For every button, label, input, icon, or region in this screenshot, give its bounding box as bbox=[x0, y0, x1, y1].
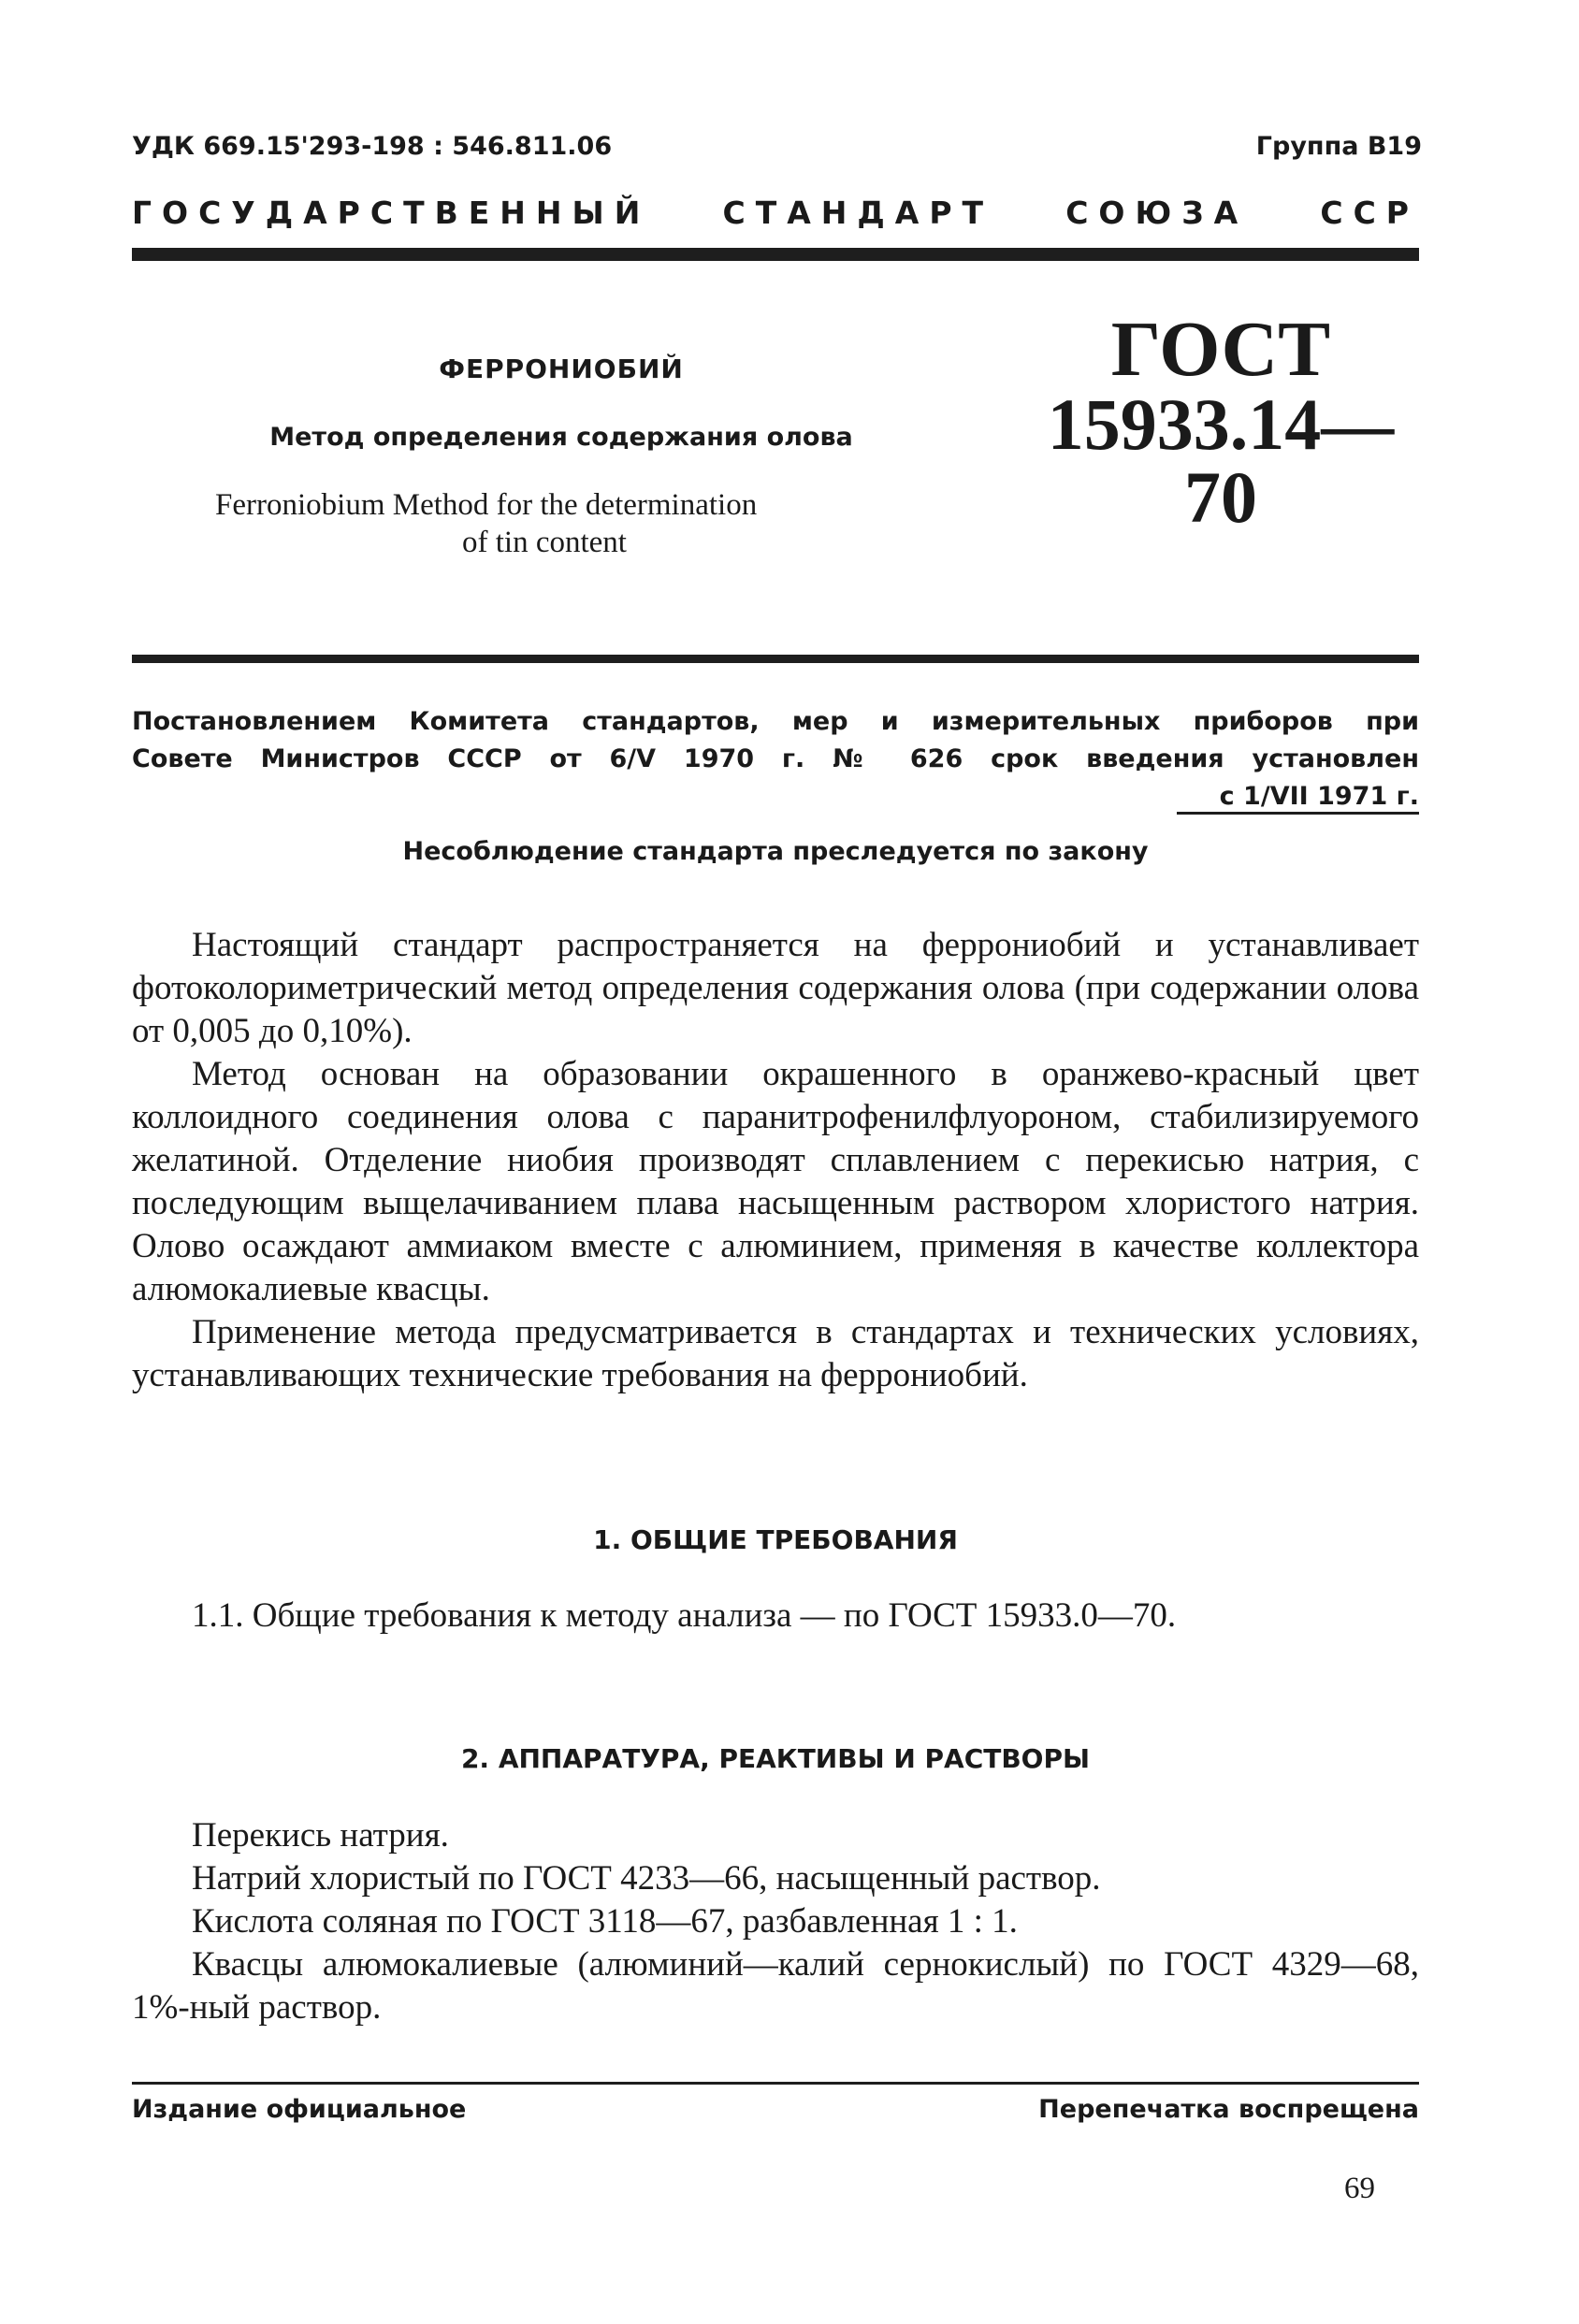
section-1-body bbox=[132, 1595, 1419, 1638]
reagent-item: Натрий хлористый по ГОСТ 4233—66, насыщенный раствор. bbox=[192, 1859, 1101, 1898]
footer-rule bbox=[132, 2082, 1419, 2085]
paragraph: Применение метода предусматривается в стандартах и технических условиях, устанавливающих технические требования на феррониобий. bbox=[132, 1313, 1419, 1394]
banner-word: СТАНДАРТ bbox=[722, 195, 994, 231]
decree-effective-date: с 1/VII 1971 г. bbox=[1219, 782, 1419, 811]
decree-date-underline bbox=[1177, 812, 1419, 815]
decree-line: Совете Министров СССР от 6/V 1970 г. № 626 срок введения установлен bbox=[132, 744, 1419, 773]
decree-text bbox=[132, 703, 1419, 778]
reagent-item: Кислота соляная по ГОСТ 3118—67, разбавленная 1 : 1. bbox=[192, 1902, 1018, 1941]
reagent-item: Перекись натрия. bbox=[192, 1816, 449, 1855]
banner-word: ГОСУДАРСТВЕННЫЙ bbox=[132, 195, 651, 231]
paragraph: Настоящий стандарт распространяется на феррониобий и устанавливает фотоколориметрический метод определения содержания олова (при содержании олова от 0,005 до 0,10%). bbox=[132, 926, 1419, 1050]
section-2-body bbox=[132, 1814, 1419, 2029]
footer-reprint-notice: Перепечатка воспрещена bbox=[1038, 2095, 1419, 2124]
section-heading: 1. ОБЩИЕ ТРЕБОВАНИЯ bbox=[593, 1524, 958, 1555]
intro-section bbox=[132, 924, 1419, 1397]
reagent-item: Квасцы алюмокалиевые (алюминий—калий сернокислый) по ГОСТ 4329—68, 1%-ный раствор. bbox=[132, 1945, 1419, 2027]
header-rule bbox=[132, 248, 1419, 261]
document-title-ru: ФЕРРОНИОБИЙ bbox=[439, 354, 684, 384]
footer-official-edition: Издание официальное bbox=[132, 2095, 467, 2124]
paragraph: 1.1. Общие требования к методу анализа — по ГОСТ 15933.0—70. bbox=[192, 1596, 1177, 1635]
section-heading: 2. АППАРАТУРА, РЕАКТИВЫ И РАСТВОРЫ bbox=[460, 1743, 1091, 1774]
law-notice: Несоблюдение стандарта преследуется по закону bbox=[402, 837, 1149, 866]
paragraph: Метод основан на образовании окрашенного в оранжево-красный цвет коллоидного соединения олова с паранитрофенилфлуороном, стабилизируемого желатиной. Отделение ниобия производят сплавлением с перекисью натрия, с последующим выщелачиванием плава насыщенным раствором хлористого натрия. Олово осаждают аммиаком вместе с алюминием, применяя в качестве коллектора алюмокалиевые квасцы. bbox=[132, 1055, 1419, 1308]
udc-code: УДК 669.15'293-198 : 546.811.06 bbox=[132, 132, 613, 161]
gost-label: ГОСТ bbox=[1110, 306, 1331, 393]
title-rule bbox=[132, 655, 1419, 663]
banner-word: СОЮЗА bbox=[1065, 195, 1249, 231]
gost-number: 15933.14—70 bbox=[1047, 383, 1395, 538]
page-number: 69 bbox=[1344, 2172, 1375, 2205]
document-subtitle-ru: Метод определения содержания олова bbox=[269, 423, 853, 452]
decree-line: Постановлением Комитета стандартов, мер и измерительных приборов при bbox=[132, 707, 1419, 736]
banner-word: ССР bbox=[1320, 195, 1419, 231]
standard-banner bbox=[132, 195, 1419, 231]
document-title-en bbox=[215, 486, 963, 561]
title-en-line: of tin content bbox=[462, 526, 627, 559]
title-en-line: Ferroniobium Method for the determination bbox=[215, 488, 758, 522]
group-code: Группа В19 bbox=[1255, 132, 1422, 161]
